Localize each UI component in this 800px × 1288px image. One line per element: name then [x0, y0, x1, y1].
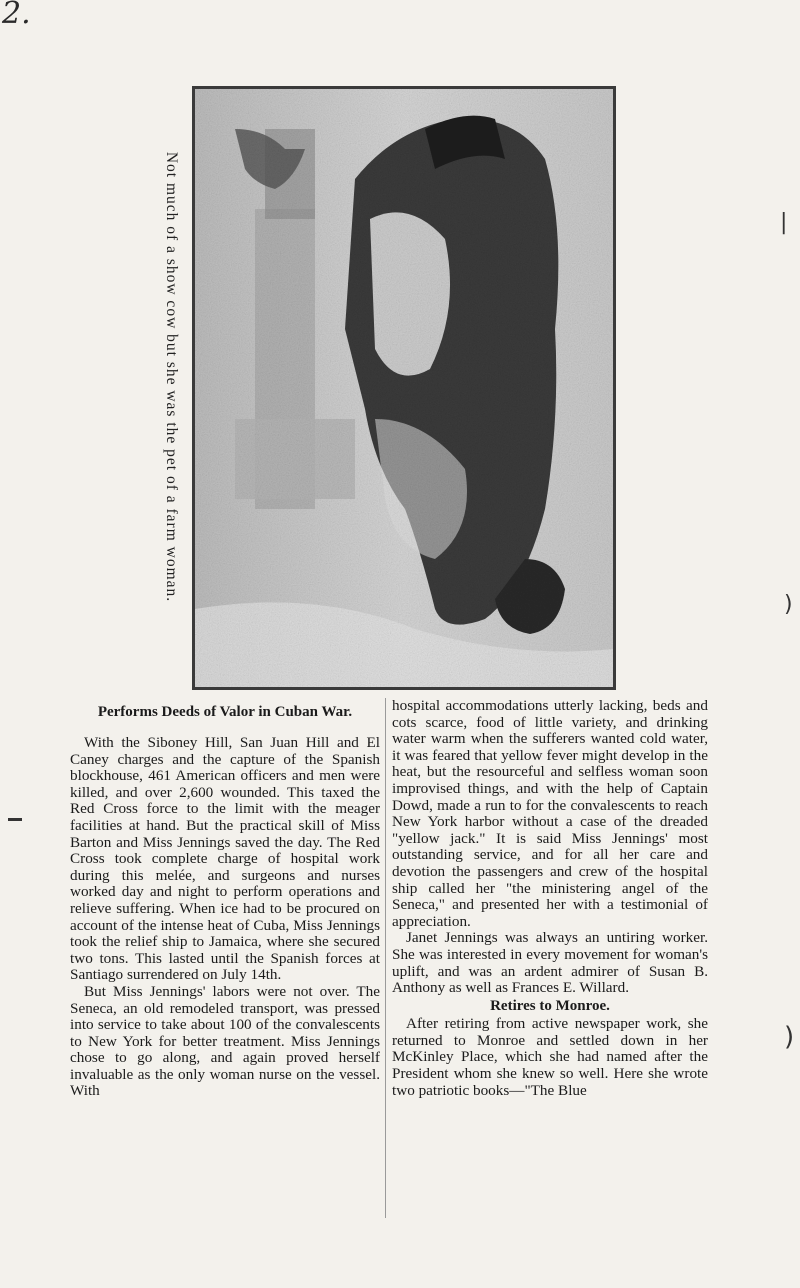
page-number: 2. — [2, 0, 31, 31]
article-column-right — [392, 698, 708, 1099]
margin-mark: | — [780, 210, 788, 235]
article-paragraph-continued: hospital accommodations utterly lacking, beds and cots scarce, food of little variety, and drinking water warm when the sufferers wanted cold water, it was feared that yellow fever might develop in the heat, but the resourceful and selfless woman soon improvised things, and with the help of Captain Dowd, made a run to for the convalescents to reach New York harbor without a case of the dreaded "yellow jack." It is said Miss Jennings' most outstanding service, and for all her care and devotion the passengers and crew of the hospital ship called her "the ministering angel of the Seneca," and presented her with a testimonial of appreciation. — [392, 697, 708, 930]
margin-mark — [8, 818, 22, 821]
photo-caption-wrap — [156, 122, 186, 632]
margin-mark: ) — [784, 1022, 795, 1052]
cow-photograph — [192, 86, 616, 690]
cow-photograph-art — [195, 89, 613, 687]
article-column-left — [70, 698, 380, 1100]
article-paragraph: But Miss Jennings' labors were not over. The Seneca, an old remodeled transport, was pressed into service to take about 100 of the convalescents to New York for better treatment. Miss Jennings chose to go along, and again proved herself invaluable as the only woman nurse on the vessel. With — [70, 982, 380, 1100]
margin-mark: ) — [784, 592, 793, 617]
photo-caption: Not much of a show cow but she was the pet of a farm woman. — [163, 151, 180, 603]
article-headline: Performs Deeds of Valor in Cuban War. — [97, 704, 353, 720]
article-paragraph: Janet Jennings was always an untiring worker. She was interested in every movement for woman's uplift, and was an ardent admirer of Susan B. Anthony as well as Frances E. Willard. — [392, 929, 708, 997]
column-divider — [385, 698, 386, 1218]
article-paragraph: With the Siboney Hill, San Juan Hill and El Caney charges and the capture of the Spanish blockhouse, 461 American officers and men were killed, and over 2,600 wounded. This taxed the Red Cross force to the limit with the meager facilities at hand. But the practical skill of Miss Barton and Miss Jennings saved the day. The Red Cross took complete charge of hospital work during this melée, and surgeons and nurses worked day and night to perform operations and relieve suffering. When ice had to be procured on account of the intense heat of Cuba, Miss Jennings took the relief ship to Jamaica, where she secured two tons. This lasted until the Spanish forces at Santiago surrendered on July 14th. — [70, 734, 380, 984]
article-paragraph: After retiring from active newspaper work, she returned to Monroe and settled down in her McKinley Place, which she had named after the President whom she knew so well. Here she wrote two patriotic books—"The Blue — [392, 1015, 708, 1099]
section-subhead: Retires to Monroe. — [490, 997, 610, 1014]
